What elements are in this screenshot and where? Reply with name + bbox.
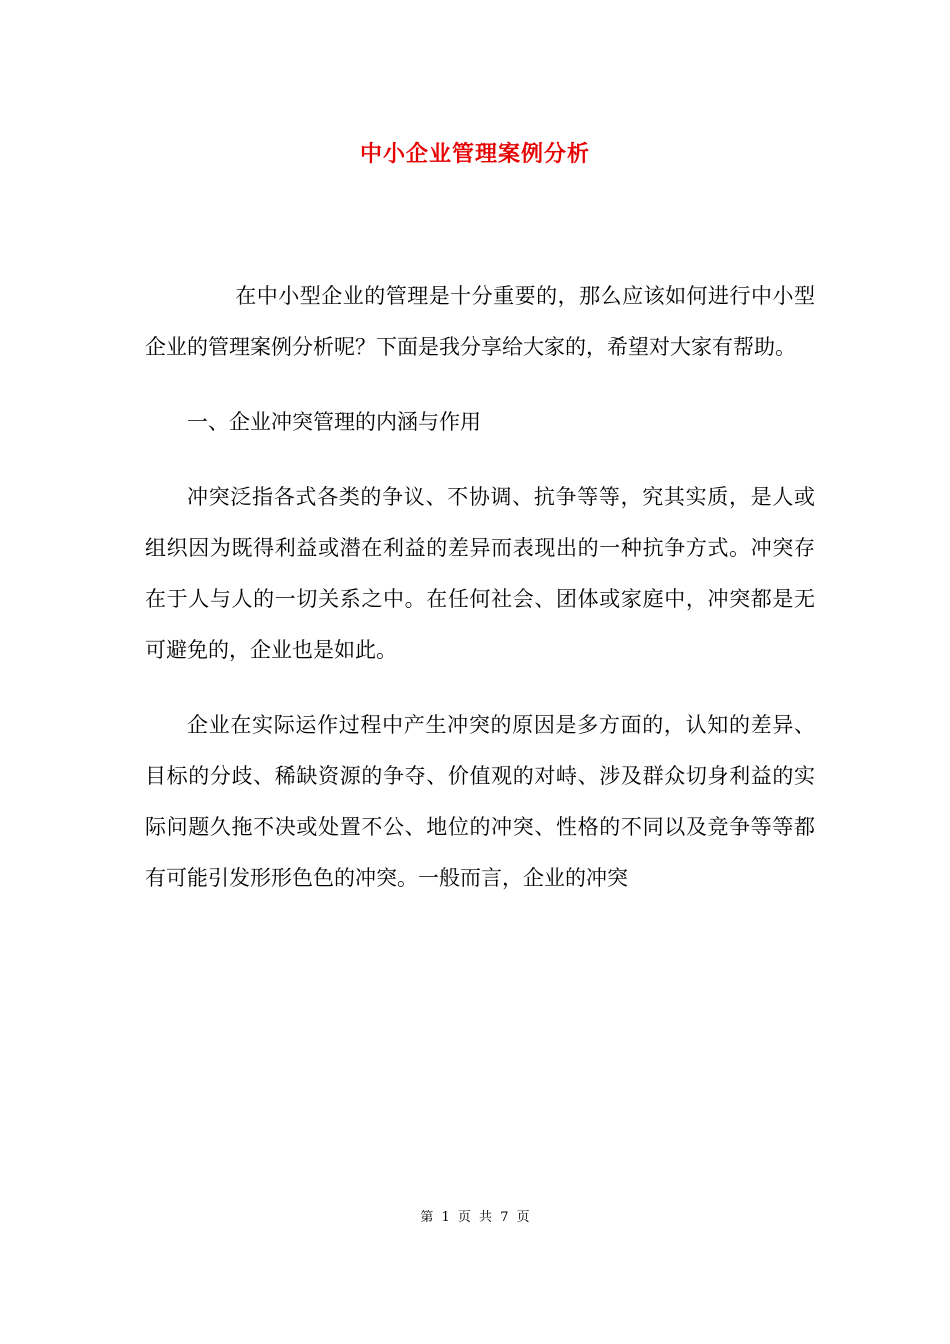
document-body <box>145 271 815 904</box>
paragraph-conflict-causes: 企业在实际运作过程中产生冲突的原因是多方面的，认知的差异、目标的分歧、稀缺资源的争夺、价值观的对峙、涉及群众切身利益的实际问题久拖不决或处置不公、地位的冲突、性格的不同以及竞争等等都有可能引发形形色色的冲突。一般而言，企业的冲突 <box>145 713 815 890</box>
paragraph-intro: 在中小型企业的管理是十分重要的，那么应该如何进行中小型企业的管理案例分析呢？下面是我分享给大家的，希望对大家有帮助。 <box>145 284 815 359</box>
document-title: 中小企业管理案例分析 <box>359 141 590 167</box>
page-footer: 第 1 页 共 7 页 <box>420 1210 530 1225</box>
paragraph-conflict-definition: 冲突泛指各式各类的争议、不协调、抗争等等，究其实质，是人或组织因为既得利益或潜在利益的差异而表现出的一种抗争方式。冲突存在于人与人的一切关系之中。在任何社会、团体或家庭中，冲突都是无可避免的，企业也是如此。 <box>145 485 815 662</box>
section-heading: 一、企业冲突管理的内涵与作用 <box>187 410 481 434</box>
